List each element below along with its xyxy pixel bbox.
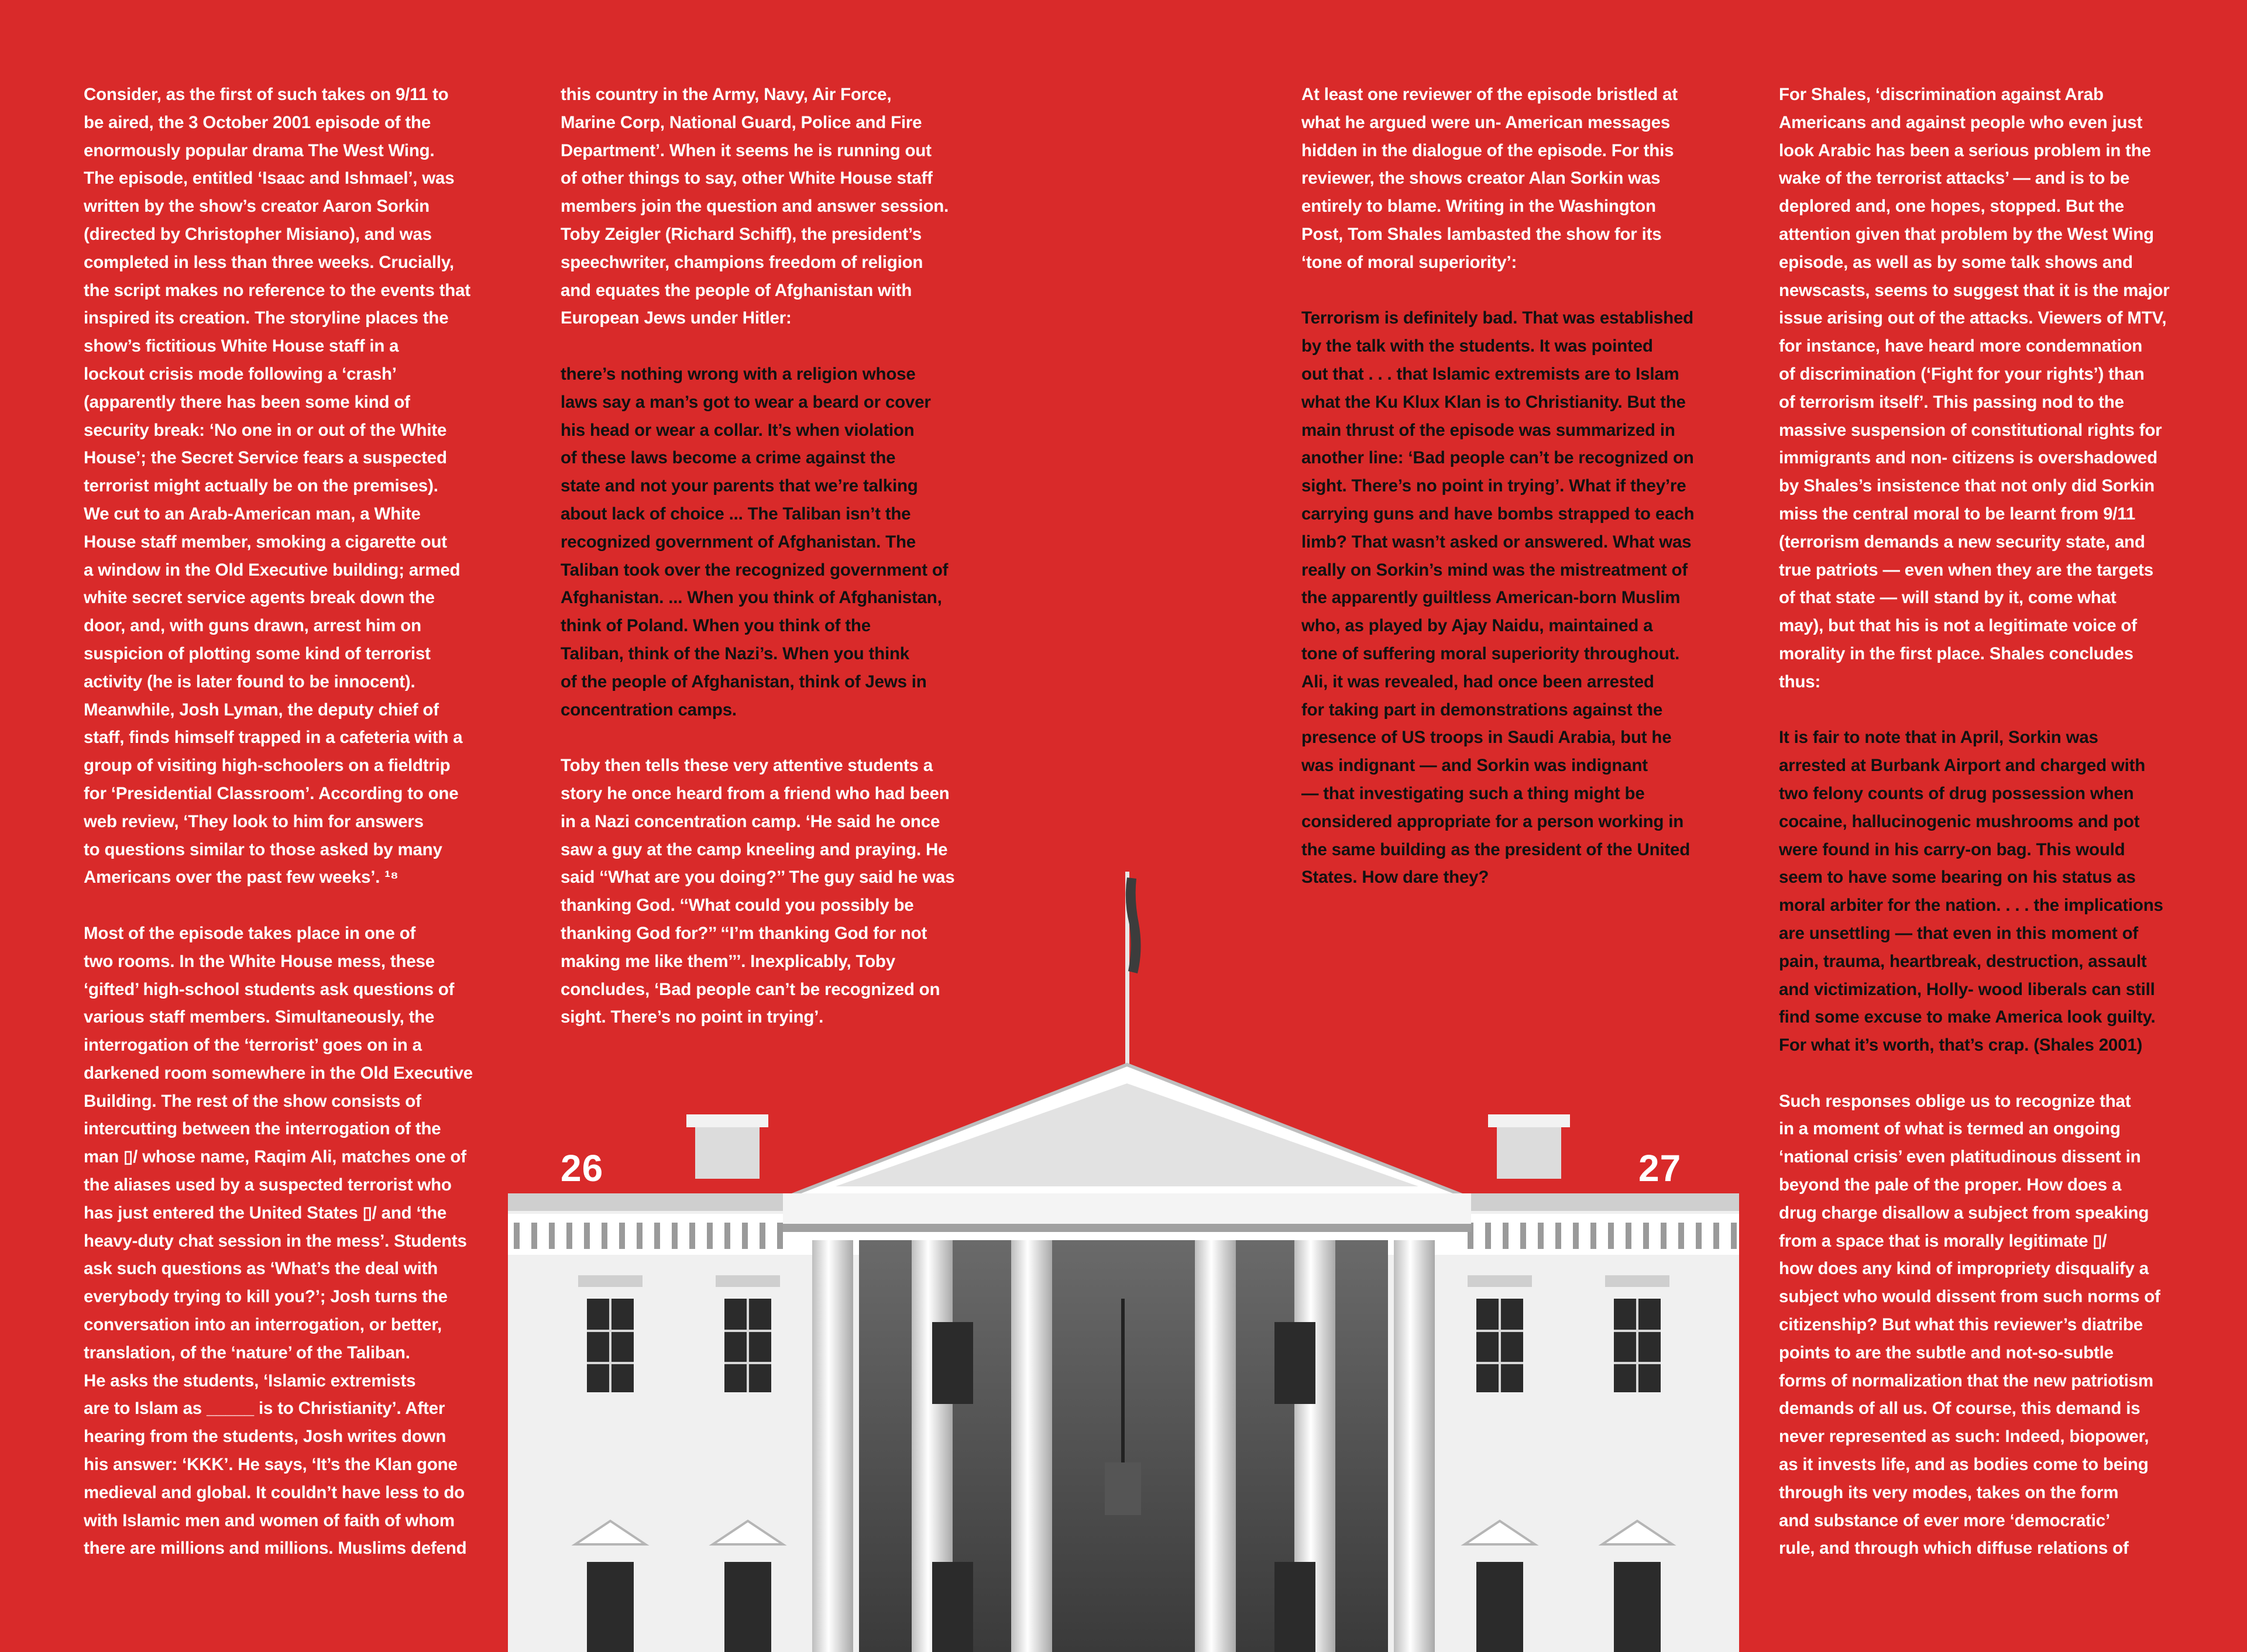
page-number-left: 26 [561, 1147, 604, 1189]
paragraph: For Shales, ‘discrimination against Arab Americans and against people who even just look Arabic has been a serious problem in the wake of the terrorist attacks’ — and is to be deplored and, one hopes, stopped. But the attention given that problem by the West Wing episode, as well as by some talk shows and newscasts, seems to suggest that it is the major issue arising out of the attacks. Viewers of MTV, for instance, have heard more condemnation of discrimination (‘Fight for your rights’) than of terrorism itself’. This passing nod to the massive suspension of constitutional rights for immigrants and non- citizens is overshadowed by Shales’s insistence that not only did Sorkin miss the central moral to be learnt from 9/11 (terrorism demands a new security state, and true patriots — even when they are the targets of that state — will stand by it, come what may), but that his is not a legitimate voice of morality in the first place. Shales concludes thus: [1779, 85, 2170, 691]
block-quote: Terrorism is definitely bad. That was established by the talk with the students. It was pointed out that . . . that Islamic extremists are to Islam what the Ku Klux Klan is to Christianity. But the main thrust of the episode was summarized in another line: ‘Bad people can’t be recognized on sight. There’s no point in trying’. What if they’re carrying guns and have bombs strapped to each limb? That wasn’t asked or answered. What was really on Sorkin’s mind was the mistreatment of the apparently guiltless American-born Muslim who, as played by Ajay Naidu, maintained a tone of suffering moral superiority throughout. Ali, it was revealed, had once been arrested for taking part in demonstrations against the presence of US troops in Saudi Arabia, but he was indignant — and Sorkin was indignant — that investigating such a thing might be considered appropriate for a person working in the same building as the president of the United States. How dare they? [1301, 308, 1695, 887]
paragraph: this country in the Army, Navy, Air Force, Marine Corp, National Guard, Police and Fire Department’. When it seems he is running out of other things to say, other White House staff members join the question and answer session. Toby Zeigler (Richard Schiff), the president’s speechwriter, champions freedom of religion and equates the people of Afghanistan with European Jews under Hitler: [561, 85, 949, 328]
block-quote: It is fair to note that in April, Sorkin was arrested at Burbank Airport and charged with two felony counts of drug possession when cocaine, hallucinogenic mushrooms and pot were found in his carry-on bag. This would seem to have some bearing on his status as moral arbiter for the nation. . . . the implications are unsettling — that even in this moment of pain, trauma, heartbreak, destruction, assault and victimization, Holly- wood liberals can still find some excuse to make America look guilty. For what it’s worth, that’s crap. (Shales 2001) [1779, 728, 2163, 1055]
paragraph: Consider, as the first of such takes on 9/11 to be aired, the 3 October 2001 episode of the enormously popular drama The West Wing. The episode, entitled ‘Isaac and Ishmael’, was written by the show’s creator Aaron Sorkin (directed by Christopher Misiano), and was completed in less than three weeks. Crucially, the script makes no reference to the events that inspired its creation. The storyline places the show’s fictitious White House staff in a lockout crisis mode following a ‘crash’ (apparently there has been some kind of security break: ‘No one in or out of the White House’; the Secret Service fears a suspected terrorist might actually be on the premises). We cut to an Arab-American man, a White House staff member, smoking a cigarette out a window in the Old Executive building; armed white secret service agents break down the door, and, with guns drawn, arrest him on suspicion of plotting some kind of terrorist activity (he is later found to be innocent). Meanwhile, Josh Lyman, the deputy chief of staff, finds himself trapped in a cafeteria with a group of visiting high-schoolers on a fieldtrip for ‘Presidential Classroom’. According to one web review, ‘They look to him for answers to questions similar to those asked by many Americans over the past few weeks’. ¹⁸ [84, 85, 470, 887]
white-house-illustration [508, 866, 1739, 1652]
column-1 [84, 81, 482, 1591]
paragraph: Toby then tells these very attentive students a story he once heard from a friend who had been in a Nazi concentration camp. ‘He said he once saw a guy at the camp kneeling and praying. He said ‘‘What are you doing?’’ The guy said he was thanking God. ‘‘What could you possibly be thanking God for?’’ ‘‘I’m thanking God for not making me like them’’’. Inexplicably, Toby concludes, ‘Bad people can’t be recognized on sight. There’s no point in trying’. [561, 756, 955, 1027]
column-4 [1779, 81, 2188, 1591]
page-number-right: 27 [1638, 1147, 1682, 1189]
block-quote: there’s nothing wrong with a religion whose laws say a man’s got to wear a beard or cover his head or wear a collar. It’s when violation of these laws become a crime against the state and not your parents that we’re talking about lack of choice ... The Taliban isn’t the recognized government of Afghanistan. The Taliban took over the recognized government of Afghanistan. ... When you think of Afghanistan, think of Poland. When you think of the Taliban, think of the Nazi’s. When you think of the people of Afghanistan, think of Jews in concentration camps. [561, 364, 949, 720]
paragraph: Such responses oblige us to recognize that in a moment of what is termed an ongoing ‘national crisis’ even platitudinous dissent in beyond the pale of the proper. How does a drug charge disallow a subject from speaking from a space that is morally legitimate ▯/ how does any kind of impropriety disqualify a subject who would dissent from such norms of citizenship? But what this reviewer’s diatribe points to are the subtle and not-so-subtle forms of normalization that the new patriotism demands of all us. Of course, this demand is never represented as such: Indeed, biopower, as it invests life, and as bodies come to being through its very modes, takes on the form and substance of ever more ‘democratic’ rule, and through which diffuse relations of [1779, 1091, 2160, 1558]
column-3 [1301, 81, 1699, 920]
paragraph: Most of the episode takes place in one of two rooms. In the White House mess, these ‘gifted’ high-school students ask questions of various staff members. Simultaneously, the interrogation of the ‘terrorist’ goes on in a darkened room somewhere in the Old Executive Building. The rest of the show consists of intercutting between the interrogation of the man ▯/ whose name, Raqim Ali, matches one of the aliases used by a suspected terrorist who has just entered the United States ▯/ and ‘the heavy-duty chat session in the mess’. Students ask such questions as ‘What’s the deal with everybody trying to kill you?’; Josh turns the conversation into an interrogation, or better, translation, of the ‘nature’ of the Taliban. He asks the students, ‘Islamic extremists are to Islam as _____ is to Christianity’. After hearing from the students, Josh writes down his answer: ‘KKK’. He says, ‘It’s the Klan gone medieval and global. It couldn’t have less to do with Islamic men and women of faith of whom there are millions and millions. Muslims defend [84, 923, 473, 1558]
paragraph: At least one reviewer of the episode bristled at what he argued were un- American messages hidden in the dialogue of the episode. For this reviewer, the shows creator Alan Sorkin was entirely to blame. Writing in the Washington Post, Tom Shales lambasted the show for its ‘tone of moral superiority’: [1301, 85, 1678, 272]
